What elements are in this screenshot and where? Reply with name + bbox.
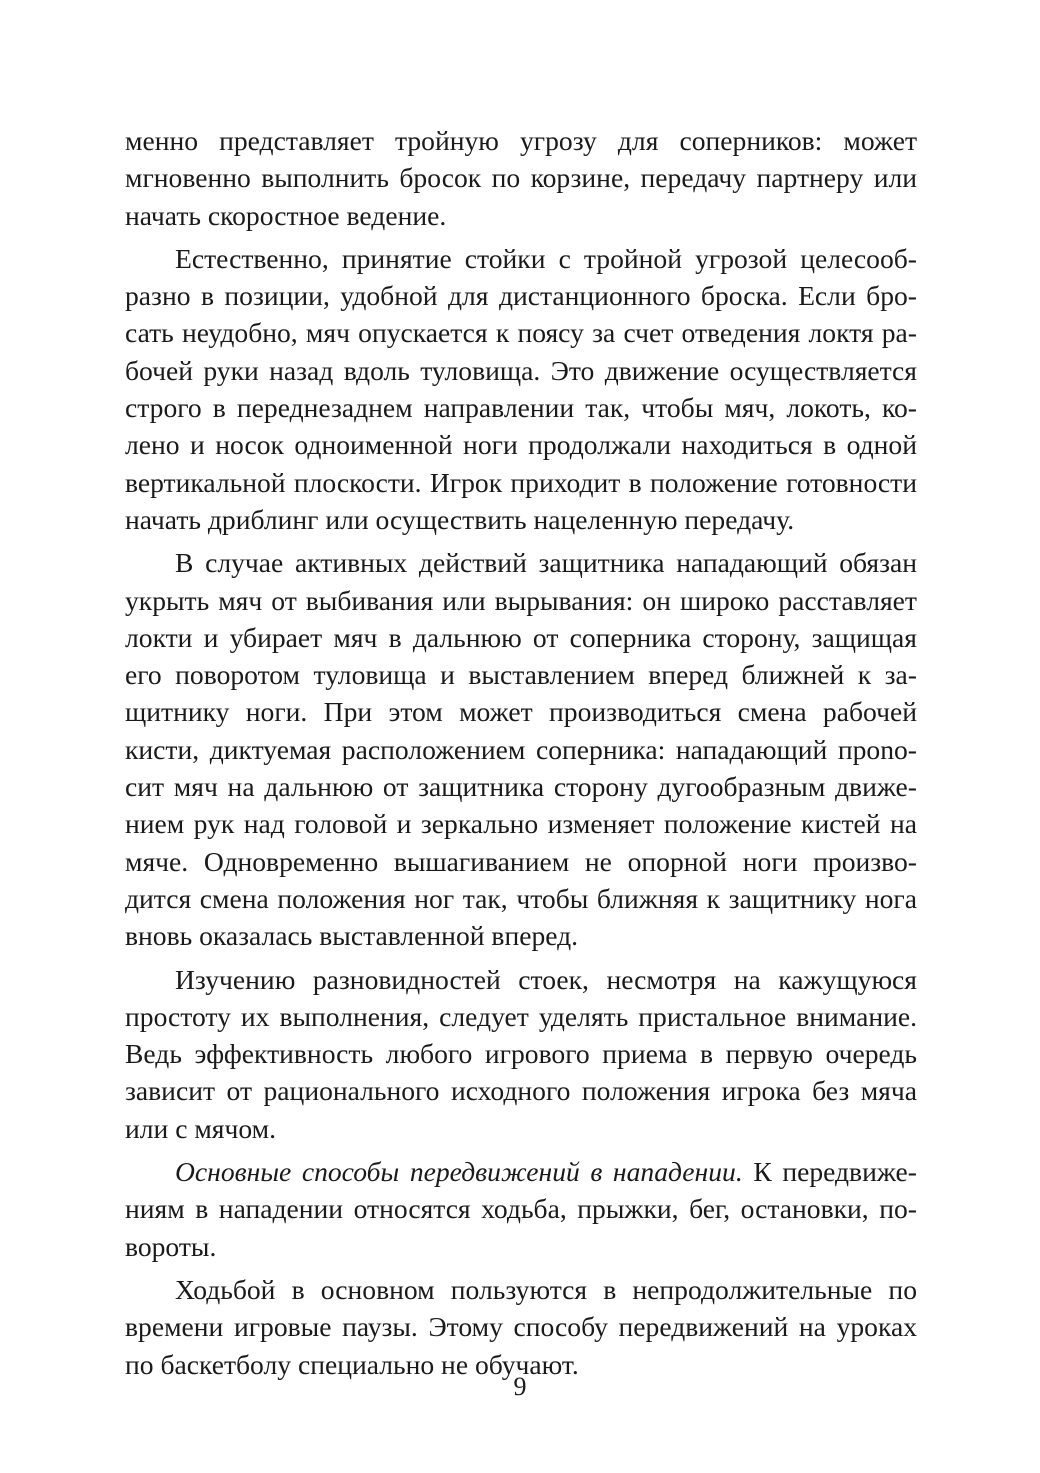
page-number: 9 [513, 1372, 527, 1401]
paragraph-3 [125, 544, 917, 954]
paragraph-6 [125, 1271, 917, 1383]
section-heading-inline: Основные способы передвижений в нападении. [175, 1156, 743, 1188]
paragraph-5-text: К передвижениям в нападении относятся ходьба, прыжки, бег, остановки, повороты. [125, 1156, 917, 1262]
paragraph-2 [125, 240, 917, 538]
paragraph-4-text: Изучению разновидностей стоек, несмотря на кажущуюся простоту их выполнения, следует уделять пристальное внимание. Ведь эффективность любого игрового приема в первую очередь зависит от рационального исходного положения игрока без мяча или с мячом. [125, 963, 917, 1144]
paragraph-1 [125, 122, 917, 234]
paragraph-3-text: В случае активных действий защитника нападающий обязан укрыть мяч от выбивания или вырывания: он широко расставляет локти и убирает мяч в дальнюю от соперника сторону, защищая его поворотом туловища и выставлением вперед ближней к защитнику ноги. При этом может производиться смена рабочей кисти, диктуемая расположением соперника: нападающий прonoсит мяч на дальнюю от защитника сторону дугообразным движением рук над головой и зеркально изменяет положение кистей на мяче. Одновременно вышагиванием не опорной ноги производится смена положения ног так, чтобы ближняя к защитнику нога вновь оказалась выставленной вперед. [125, 547, 917, 952]
paragraph-5 [125, 1153, 917, 1265]
paragraph-6-text: Ходьбой в основном пользуются в непродолжительные по времени игровые паузы. Этому способу передвижений на уроках по баскетболу специально не обучают. [125, 1273, 917, 1380]
paragraph-4 [125, 961, 917, 1147]
paragraph-1-text: менно представляет тройную угрозу для соперников: может мгновенно выполнить бросок по корзине, передачу партнеру или начать скоростное ведение. [125, 125, 917, 231]
body-text [125, 122, 917, 1383]
paragraph-2-text: Естественно, принятие стойки с тройной угрозой целесообразно в позиции, удобной для дистанционного броска. Если бросать неудобно, мяч опускается к поясу за счет отведения локтя рабочей руки назад вдоль туловища. Это движение осуществляется строго в переднезаднем направлении так, чтобы мяч, локоть, колено и носок одноименной ноги продолжали находиться в одной вертикальной плоскости. Игрок приходит в положение готовности начать дриблинг или осуществить нацеленную передачу. [125, 242, 917, 535]
